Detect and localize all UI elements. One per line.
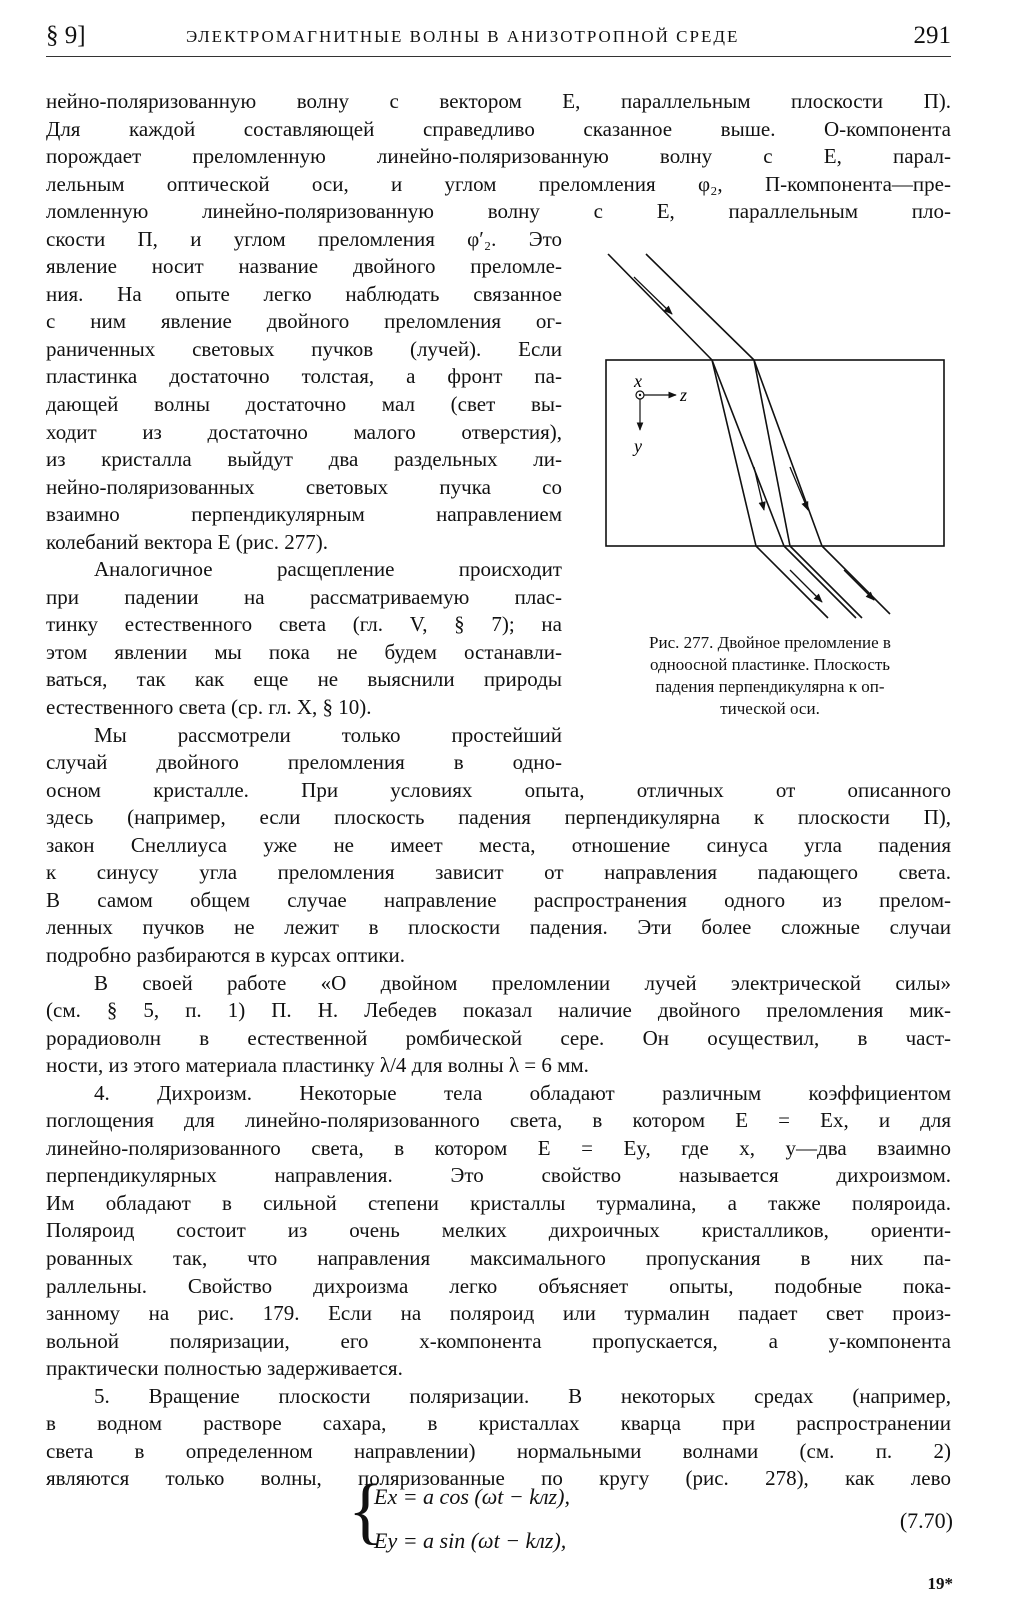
refracted-extraordinary-2	[754, 360, 822, 546]
text-line: здесь (например, если плоскость падения перпендикулярна к плоскости П),	[46, 805, 951, 830]
text-line: Аналогичное расщепление происходит	[94, 557, 562, 582]
signature-mark: 19*	[927, 1574, 953, 1593]
text-line: закон Снеллиуса уже не имеет места, отношение синуса угла падения	[46, 832, 951, 857]
text-line: Им обладают в сильной степени кристаллы турмалина, а также поляроида.	[46, 1190, 951, 1215]
incident-arrow	[634, 277, 672, 314]
text-line: нейно-поляризованную волну с вектором E, параллельным плоскости П).	[46, 89, 951, 113]
text-line: ности, из этого материала пластинку λ/4 для волны λ = 6 мм.	[46, 1053, 589, 1078]
text-line: линейно-поляризованного света, в котором E = Ey, где x, y—два взаимно	[46, 1135, 951, 1160]
incident-ray-2	[646, 254, 754, 360]
header-rule	[46, 56, 951, 57]
text-line: тинку естественного света (гл. V, § 7); на	[46, 612, 562, 637]
text-line: при падении на рассматриваемую плас-	[46, 584, 562, 609]
refracted-ordinary-1	[712, 360, 756, 546]
emerging-arrow-1	[790, 570, 822, 602]
crystal-plate	[606, 360, 944, 546]
text-line: лельным оптической оси, и углом преломления φ₂, П-компонента—пре-	[46, 171, 951, 196]
page-number: 291	[913, 22, 951, 49]
text-line: раллельны. Свойство дихроизма легко объясняет опыты, подобные пока-	[46, 1273, 951, 1298]
text-line: взаимно перпендикулярным направлением	[46, 502, 562, 527]
emerging-arrow-2	[844, 570, 874, 600]
birefringence-figure	[594, 252, 954, 622]
text-line: перпендикулярных направления. Это свойство называется дихроизмом.	[46, 1163, 951, 1188]
text-line: ния. На опыте легко наблюдать связанное	[46, 281, 562, 306]
text-line: колебаний вектора E (рис. 277).	[46, 529, 329, 554]
text-line: подробно разбираются в курсах оптики.	[46, 942, 405, 967]
caption-line: тической оси.	[720, 699, 820, 718]
emerging-ray-1	[756, 546, 828, 618]
text-line: с ним явление двойного преломления ог-	[46, 309, 562, 334]
figure-caption	[584, 632, 956, 720]
text-line: поглощения для линейно-поляризованного света, в котором E = Ex, и для	[46, 1108, 951, 1133]
refracted-extraordinary-1	[712, 360, 784, 546]
text-line: порождает преломленную линейно-поляризованную волну с E, парал-	[46, 144, 951, 169]
text-line: явление носит название двойного преломле-	[46, 254, 562, 279]
text-line: 4. Дихроизм. Некоторые тела обладают различным коэффициентом	[94, 1080, 951, 1105]
text-line: естественного света (ср. гл. X, § 10).	[46, 695, 372, 720]
text-line: света в определенном направлении) нормальными волнами (см. п. 2)	[46, 1438, 951, 1463]
emerging-ray-2	[784, 546, 856, 618]
text-line: этом явлении мы пока не будем останавли-	[46, 639, 562, 664]
text-line: пластинка достаточно толстая, а фронт па-	[46, 364, 562, 389]
text-line: ваться, так как еще не выяснили природы	[46, 667, 562, 692]
x-axis-label: x	[634, 371, 642, 391]
text-line: занному на рис. 179. Если на поляроид или турмалин падает свет произ-	[46, 1301, 951, 1326]
refracted-ordinary-2	[754, 360, 790, 546]
equation-number: (7.70)	[899, 1508, 953, 1533]
equation-brace: {	[348, 1470, 384, 1552]
text-line: являются только волны, поляризованные по кругу (рис. 278), как левo	[46, 1466, 951, 1491]
caption-line: Рис. 277. Двойное преломление в	[649, 633, 891, 652]
incident-ray-1	[608, 254, 712, 360]
text-line: осном кристалле. При условиях опыта, отличных от описанного	[46, 777, 951, 802]
text-line: Для каждой составляющей справедливо сказанное выше. О-компонента	[46, 116, 951, 141]
text-line: ломленную линейно-поляризованную волну с E, параллельным пло-	[46, 199, 951, 224]
caption-line: падения перпендикулярна к оп-	[655, 677, 885, 696]
text-line: скости П, и углом преломления φ′₂. Это	[46, 226, 562, 251]
emerging-ray-3	[790, 546, 862, 618]
text-line: ходит из достаточно малого отверстия),	[46, 419, 562, 444]
text-line: рованных так, что направления максимального пропускания в них па-	[46, 1245, 951, 1270]
emerging-ray-4	[822, 546, 890, 614]
text-line: ленных пучков не лежит в плоскости падения. Эти более сложные случаи	[46, 915, 951, 940]
equation-line: Ex = a cos (ωt − kлz),	[374, 1484, 570, 1509]
equation-line: Ey = a sin (ωt − kлz),	[374, 1528, 567, 1553]
section-number: § 9]	[46, 22, 86, 49]
text-line: к синусу угла преломления зависит от направления падающего света.	[46, 860, 951, 885]
text-line: случай двойного преломления в одно-	[46, 750, 562, 775]
text-line: вольной поляризации, его x-компонента пропускается, а y-компонента	[46, 1328, 951, 1353]
text-line: Мы рассмотрели только простейший	[94, 722, 562, 747]
text-line: раниченных световых пучков (лучей). Если	[46, 336, 562, 361]
inner-arrow-2	[790, 467, 808, 510]
text-line: В самом общем случае направление распространения одного из прелом-	[46, 887, 951, 912]
running-header	[46, 18, 951, 58]
y-axis-label: y	[634, 436, 642, 456]
text-line: нейно-поляризованных световых пучка со	[46, 474, 562, 499]
text-line: 5. Вращение плоскости поляризации. В некоторых средах (например,	[94, 1383, 951, 1408]
x-axis-center	[639, 394, 641, 396]
text-line: Поляроид состоит из очень мелких дихроичных кристалликов, ориенти-	[46, 1218, 951, 1243]
z-axis-label: z	[680, 385, 688, 405]
text-line: дающей волны достаточно мал (свет вы-	[46, 392, 562, 417]
text-line: В своей работе «О двойном преломлении лучей электрической силы»	[94, 970, 951, 995]
text-line: в водном растворе сахара, в кристаллах кварца при распространении	[46, 1411, 951, 1436]
text-line: рорадиоволн в естественной ромбической сере. Он осуществил, в част-	[46, 1025, 951, 1050]
text-line: из кристалла выйдут два раздельных ли-	[46, 447, 562, 472]
text-line: практически полностью задерживается.	[46, 1356, 403, 1381]
text-line: (см. § 5, п. 1) П. Н. Лебедев показал наличие двойного преломления мик-	[46, 998, 951, 1023]
caption-line: одноосной пластинке. Плоскость	[649, 655, 891, 674]
running-title: ЭЛЕКТРОМАГНИТНЫЕ ВОЛНЫ В АНИЗОТРОПНОЙ СРЕДЕ	[186, 27, 740, 46]
